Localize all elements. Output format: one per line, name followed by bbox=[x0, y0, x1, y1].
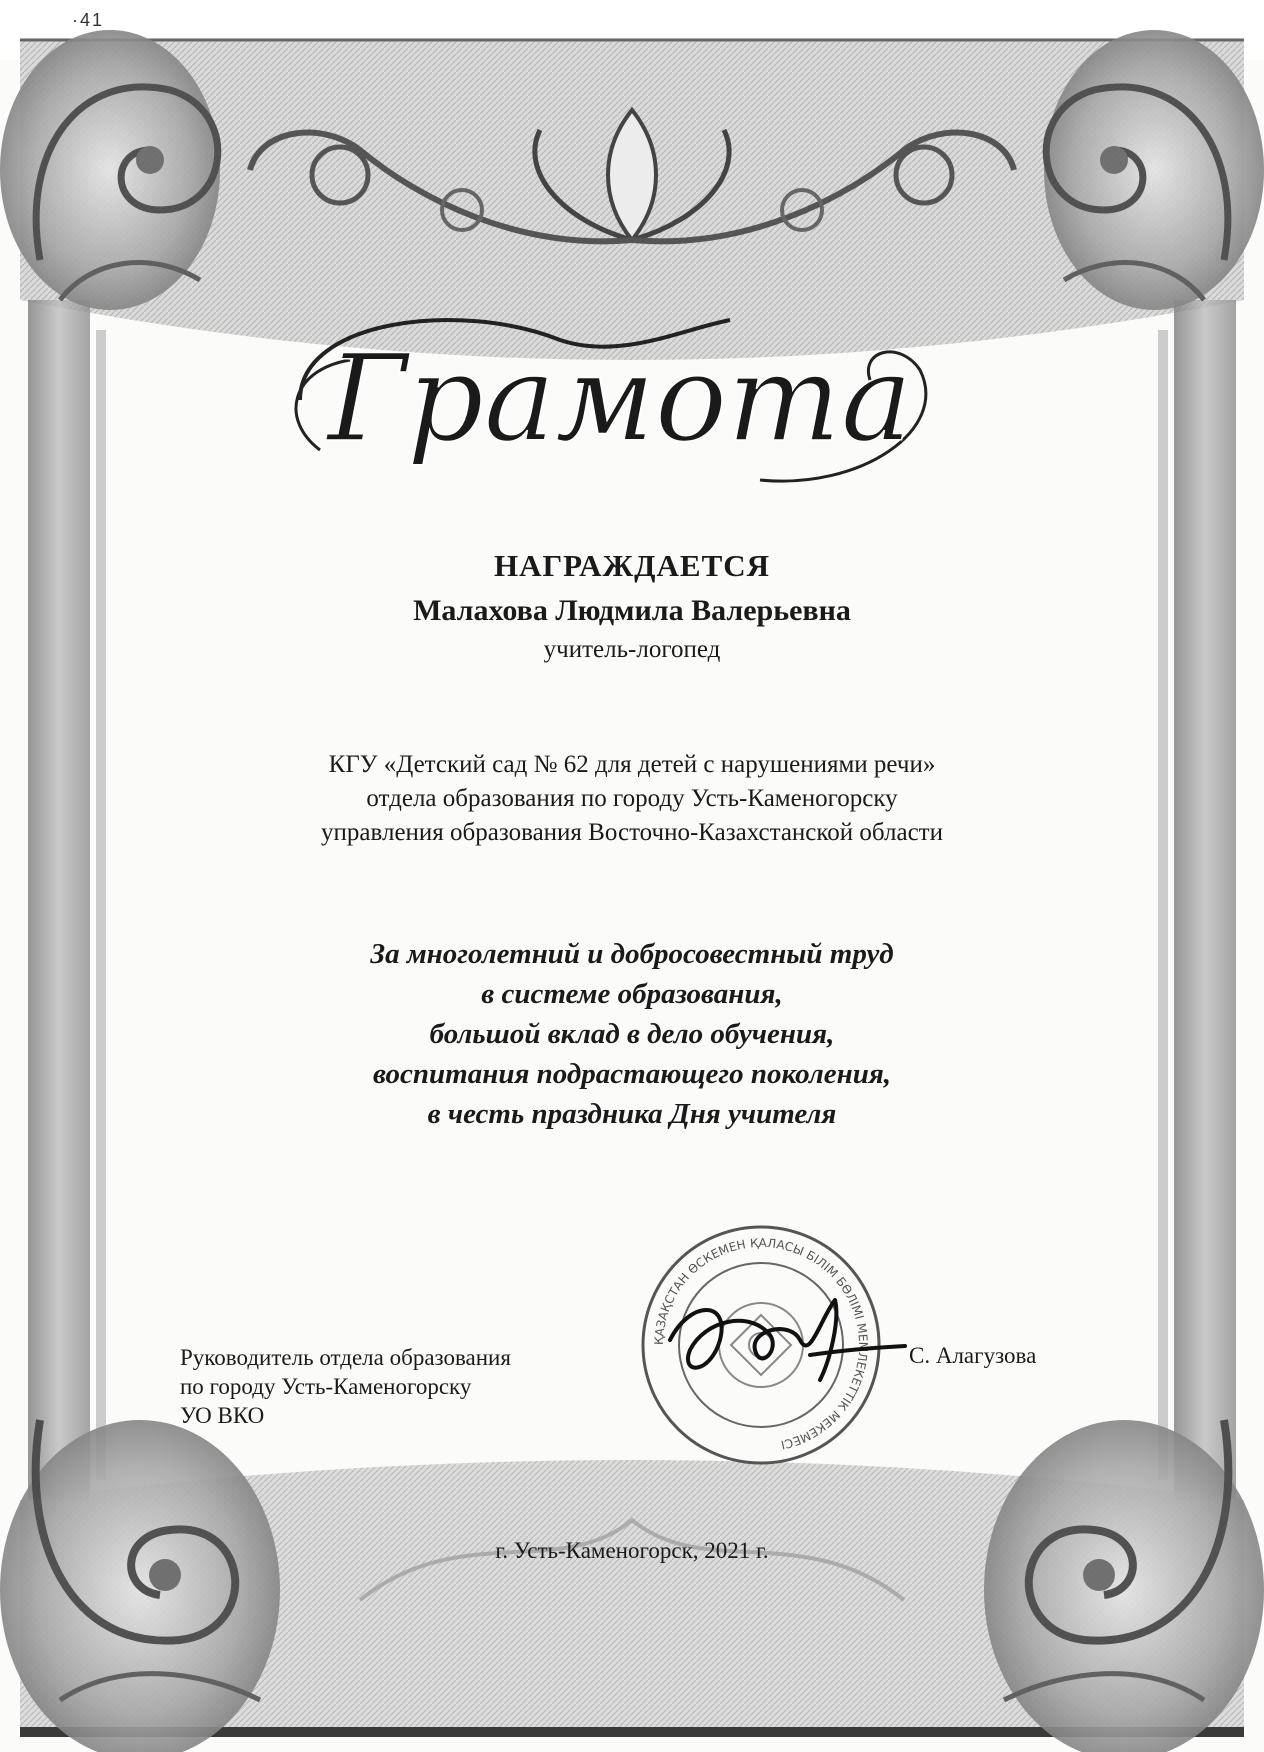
signature bbox=[660, 1280, 910, 1400]
recipient-position: учитель-логопед bbox=[543, 636, 721, 663]
signer-role bbox=[180, 1343, 511, 1430]
organization-line: отдела образования по городу Усть-Каменогорску bbox=[366, 785, 898, 812]
reason-line: воспитания подрастающего поколения, bbox=[372, 1058, 892, 1090]
reason-line: большой вклад в дело обучения, bbox=[429, 1018, 835, 1050]
scan-mark: ·41 bbox=[72, 10, 105, 30]
award-reason bbox=[130, 934, 1134, 1134]
signer-name: С. Алагузова bbox=[909, 1343, 1037, 1368]
reason-line: в честь праздника Дня учителя bbox=[427, 1098, 837, 1130]
signer-role-line: по городу Усть-Каменогорску bbox=[180, 1374, 472, 1399]
signer-role-line: УО ВКО bbox=[180, 1403, 265, 1428]
signer-role-line: Руководитель отдела образования bbox=[180, 1345, 511, 1370]
certificate-title bbox=[260, 280, 980, 530]
title-text: Грамота bbox=[327, 330, 913, 469]
reason-line: в системе образования, bbox=[481, 978, 783, 1010]
organization-line: КГУ «Детский сад № 62 для детей с нарушениями речи» bbox=[328, 751, 936, 778]
seal-text: ҚАЗАҚСТАН ӨСКЕМЕН ҚАЛАСЫ БІЛІМ БӨЛІМІ МЕМЛЕКЕТТІК МЕКЕМЕСІ bbox=[651, 1235, 871, 1452]
organization-line: управления образования Восточно-Казахстанской области bbox=[321, 819, 943, 846]
place-date: г. Усть-Каменогорск, 2021 г. bbox=[495, 1538, 769, 1563]
awarded-label: НАГРАЖДАЕТСЯ bbox=[493, 548, 771, 583]
recipient-name: Малахова Людмила Валерьевна bbox=[413, 594, 851, 627]
reason-line: За многолетний и добросовестный труд bbox=[370, 938, 894, 970]
organization-block bbox=[130, 748, 1134, 850]
